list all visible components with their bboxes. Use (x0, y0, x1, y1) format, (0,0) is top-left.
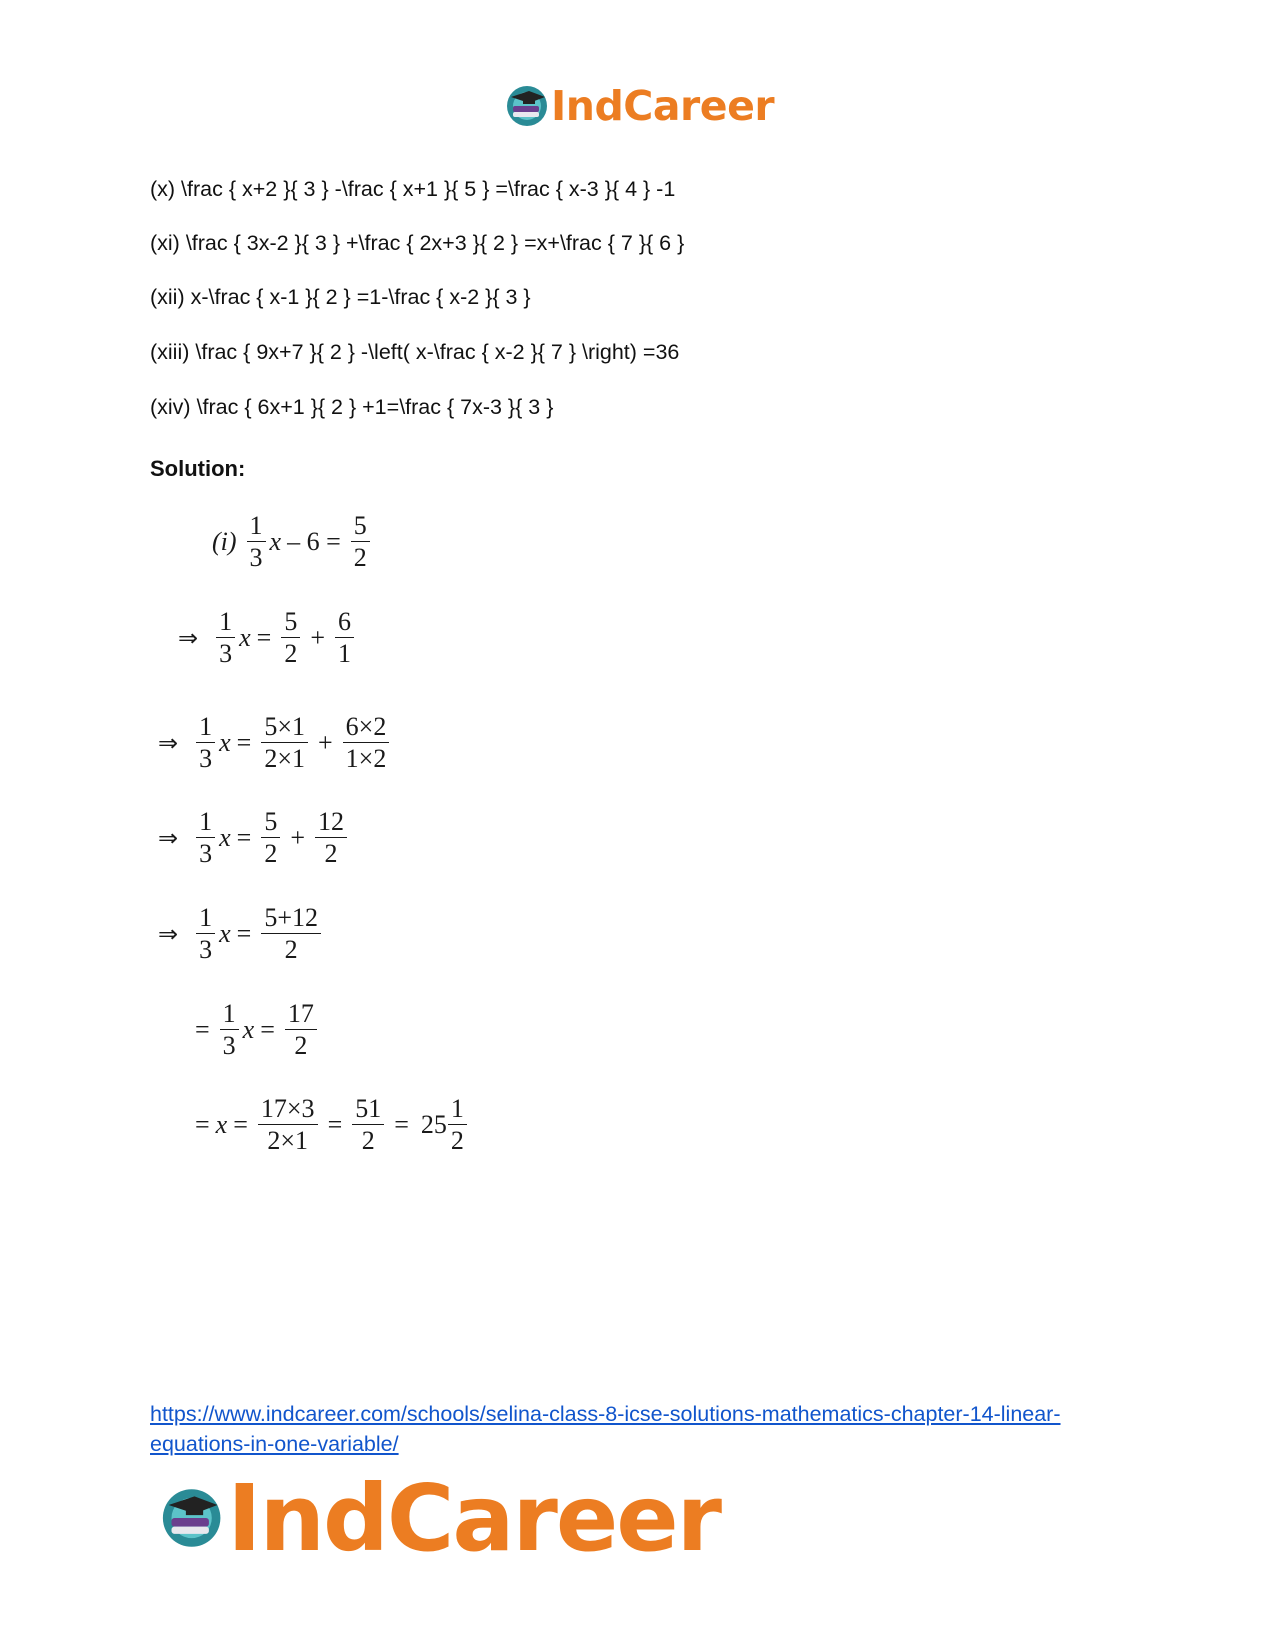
source-link[interactable] (150, 1399, 1150, 1459)
mixed-whole: 25 (420, 1109, 447, 1139)
fraction: $\frac{1}{3}$ (196, 904, 215, 964)
fraction: $\frac{51}{2}$ (352, 1095, 384, 1155)
link-line-2: equations-in-one-variable/ (150, 1432, 399, 1456)
equals: = (236, 918, 252, 948)
fraction: $\frac{17}{2}$ (285, 1000, 317, 1060)
variable: x (239, 622, 251, 652)
fraction: $\frac{5}{2}$ (351, 512, 370, 572)
fraction: $\frac{6\times 2}{1\times 2}$ (343, 713, 390, 773)
fraction: $\frac{5\times 1}{2\times 1}$ (261, 713, 308, 773)
solution-step-7 (195, 1095, 471, 1155)
plus: + (318, 727, 333, 757)
fraction: $\frac{5+12}{2}$ (261, 904, 321, 964)
equals: = (195, 1109, 210, 1139)
fraction: $\frac{1}{3}$ (196, 713, 215, 773)
variable: x (242, 1014, 255, 1044)
footer-logo (160, 1464, 720, 1572)
solution-step-5 (158, 904, 325, 964)
fraction: $\frac{6}{1}$ (335, 608, 354, 668)
variable: x (215, 1109, 228, 1139)
fraction: $\frac{5}{2}$ (261, 808, 280, 868)
variable: x (219, 727, 231, 757)
fraction: $\frac{1}{3}$ (216, 608, 235, 668)
fraction: $\frac{1}{2}$ (448, 1095, 467, 1155)
solution-step-3 (158, 713, 393, 773)
solution-step-4 (158, 808, 351, 868)
equals: = (233, 1109, 248, 1139)
fraction: $\frac{12}{2}$ (315, 808, 347, 868)
solution-step-1 (212, 512, 374, 572)
fraction: $\frac{17\times 3}{2\times 1}$ (258, 1095, 318, 1155)
solution-step-2 (178, 608, 358, 668)
implies-arrow: ⇒ (178, 623, 199, 652)
fraction: $\frac{1}{3}$ (247, 512, 266, 572)
plus: + (310, 622, 325, 652)
question-xii: (xii) x-\frac { x-1 }{ 2 } =1-\frac { x-2 }{ 3 } (150, 285, 531, 309)
plus: + (290, 822, 305, 852)
variable: x (269, 526, 282, 556)
fraction: $\frac{5}{2}$ (281, 608, 300, 668)
graduation-books-icon (160, 1475, 223, 1561)
implies-arrow: ⇒ (158, 728, 179, 757)
solution-step-6 (195, 1000, 321, 1060)
fraction: $\frac{1}{3}$ (196, 808, 215, 868)
equals: = (256, 622, 272, 652)
question-x: (x) \frac { x+2 }{ 3 } -\frac { x+1 }{ 5 } =\frac { x-3 }{ 4 } -1 (150, 177, 676, 201)
part-label: (i) (212, 526, 237, 556)
equals: = (236, 727, 252, 757)
solution-heading: Solution: (150, 456, 246, 481)
equals: = (195, 1014, 210, 1044)
header-logo (505, 80, 785, 132)
implies-arrow: ⇒ (158, 823, 179, 852)
implies-arrow: ⇒ (158, 919, 179, 948)
link-line-1: https://www.indcareer.com/schools/selina-class-8-icse-solutions-mathematics-chapter-14-linear- (150, 1402, 1061, 1426)
equals: = (327, 1109, 343, 1139)
graduation-books-icon (505, 84, 549, 128)
fraction: $\frac{1}{3}$ (220, 1000, 239, 1060)
question-xiv: (xiv) \frac { 6x+1 }{ 2 } +1=\frac { 7x-3 }{ 3 } (150, 395, 554, 419)
equals: = (394, 1109, 409, 1139)
equals: = (236, 822, 252, 852)
variable: x (219, 918, 231, 948)
equals: = (260, 1014, 275, 1044)
question-xiii: (xiii) \frac { 9x+7 }{ 2 } -\left( x-\frac { x-2 }{ 7 } \right) =36 (150, 340, 680, 364)
logo-wordmark: IndCareer (551, 82, 775, 130)
logo-wordmark: IndCareer (227, 1464, 720, 1572)
question-xi: (xi) \frac { 3x-2 }{ 3 } +\frac { 2x+3 }{ 2 } =x+\frac { 7 }{ 6 } (150, 231, 685, 255)
operator: – 6 = (287, 526, 341, 556)
variable: x (219, 822, 231, 852)
